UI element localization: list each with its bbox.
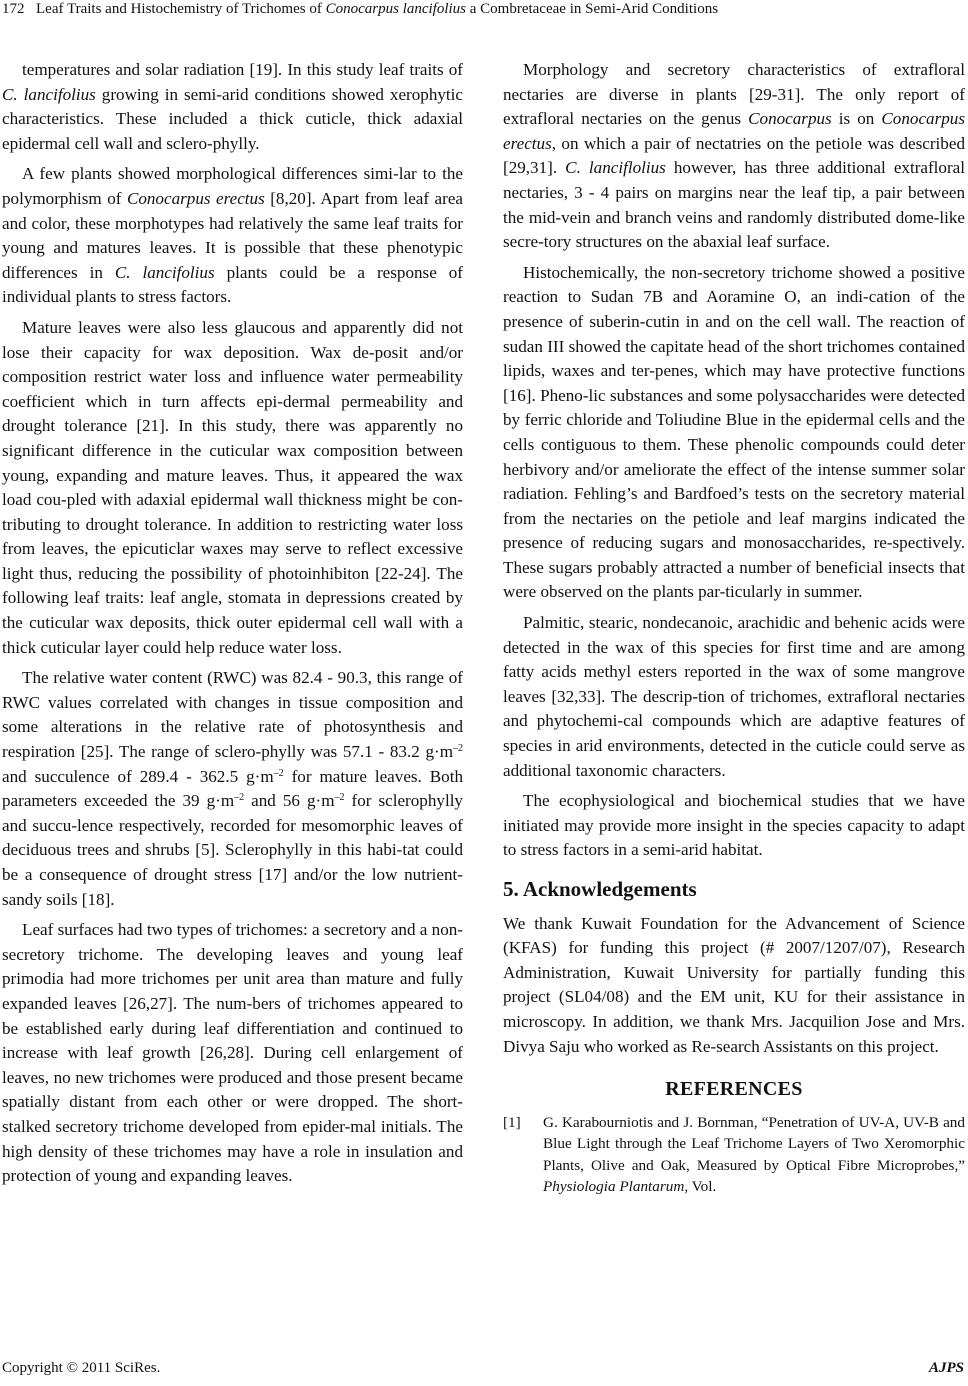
- paragraph: A few plants showed morphological differences simi-lar to the polymorphism of Conocarpus erectus [8,20]. Apart from leaf area and color, these morphotypes had relatively the same leaf traits for young and matures leaves. It is possible that these phenotypic differences in C. lancifolius plants could be a response of individual plants to stress factors.: [2, 164, 464, 307]
- section-heading: 5. Acknowledgements: [503, 877, 697, 901]
- page-footer: [0, 1360, 968, 1380]
- acknowledgements-text: We thank Kuwait Foundation for the Advancement of Science (KFAS) for funding this project (# 2007/1207/07), Research Administration, Kuwait University for partially funding this project (SL04/08) and the EM unit, KU for their assistance in microscopy. In addition, we thank Mrs. Jacquilion Jose and Mrs. Divya Saju who worked as Re-search Assistants on this project.: [503, 913, 965, 1056]
- paragraph: Leaf surfaces had two types of trichomes: a secretory and a non-secretory trichome. The developing leaves and young leaf primodia had more trichomes per unit area than mature and fully expanded leaves [26,27]. The num-bers of trichomes appeared to be established early during leaf differentiation and continued to increase with leaf growth [26,28]. During cell enlargement of leaves, no new trichomes were produced and those present became spatially distant from each other or were dropped. The short-stalked secretory trichome developed from epider-mal initials. The high density of these trichomes may have a role in insulation and protection of young and expanding leaves.: [2, 920, 463, 1186]
- paragraph: temperatures and solar radiation [19]. In this study leaf traits of C. lancifolius growing in semi-arid conditions showed xerophytic characteristics. These included a thick cuticle, thick adaxial epidermal cell wall and sclero-phylly.: [2, 60, 464, 153]
- reference-number: [1]: [503, 1113, 521, 1131]
- right-column: [503, 58, 965, 1198]
- page-number: 172: [2, 1, 25, 17]
- page-header: [0, 0, 968, 22]
- references-heading: REFERENCES: [665, 1078, 803, 1101]
- reference-item: [503, 1112, 965, 1198]
- paragraph: Mature leaves were also less glaucous and apparently did not lose their capacity for wax deposition. Wax de-posit and/or composition restrict water loss and influence water permeability coefficient which in turn affects epi-dermal permeability and drought tolerance [21]. In this study, there was apparently no significant difference in the cuticular wax composition between young, expanding and mature leaves. Thus, it appeared the wax load cou-pled with adaxial epidermal wall thickness might be con-tributing to drought tolerance. In addition to restricting water loss from leaves, the epicuticlar waxes may serve to reflect excessive light thus, reducing the possibility of photoinhibiton [22-24]. The following leaf traits: leaf angle, stomata in depressions created by the cuticular wax deposits, thick outer epidermal cell wall with a thick cuticular layer could help reduce water loss.: [2, 317, 463, 657]
- running-title: Leaf Traits and Histochemistry of Trichomes of Conocarpus lancifolius a Combretaceae in Semi-Arid Conditions: [36, 1, 719, 17]
- paragraph: Histochemically, the non-secretory trichome showed a positive reaction to Sudan 7B and Aoramine O, an indi-cation of the presence of suberin-cutin in and on the cell wall. The reaction of sudan III showed the capitate head of the short trichomes contained lipids, waxes and ter-penes, which may have protective functions [16]. Pheno-lic substances and some polysaccharides were detected by ferric chloride and Toliudine Blue in the epidermal cells and the cells contiguous to them. These phenolic compounds could deter herbivory and/or ameliorate the effect of the intense summer solar radiation. Fehling’s and Bardfoed’s tests on the secretory material from the nectaries on the petiole and leaf margins indicated the presence of reducing sugars and monosaccharides, re-spectively. These sugars probably attracted a number of beneficial insects that were observed on the plants par-ticularly in summer.: [503, 262, 965, 602]
- copyright-notice: Copyright © 2011 SciRes.: [2, 1360, 161, 1376]
- paragraph: The ecophysiological and biochemical studies that we have initiated may provide more insight in the species capacity to adapt to stress factors in a semi-arid habitat.: [503, 791, 965, 860]
- paragraph: The relative water content (RWC) was 82.4 - 90.3, this range of RWC values correlated with changes in tissue composition and some alterations in the relative rate of photosynthesis and respiration [25]. The range of sclero-phylly was 57.1 - 83.2 $g\cdot m^{-2}$ and succulence of 289.4 - 362.5 $g\cdot m^{-2}$ for mature leaves. Both parameters exceeded the 39 $g\cdot m^{-2}$ and 56 $g\cdot m^{-2}$ for sclerophylly and succu-lence respectively, recorded for mesomorphic leaves of deciduous trees and shrubs [5]. Sclerophylly in this habi-tat could be a consequence of drought stress [17] and/or the low nutrient-sandy soils [18].: [2, 668, 464, 909]
- journal-abbreviation: AJPS: [928, 1360, 964, 1376]
- reference-text: G. Karabourniotis and J. Bornman, “Penetration of UV-A, UV-B and Blue Light through the Leaf Trichome Layers of Two Xeromorphic Plants, Olive and Oak, Measured by Optical Fibre Microprobes,” Physiologia Plantarum, Vol.: [543, 1113, 965, 1196]
- paragraph: Morphology and secretory characteristics of extrafloral nectaries are diverse in plants [29-31]. The only report of extrafloral nectaries on the genus Conocarpus is on Conocarpus erectus, on which a pair of nectatries on the petiole was described [29,31]. C. lanciflolius however, has three additional extrafloral nectaries, 3 - 4 pairs on margins near the leaf tip, a pair between the mid-vein and branch veins and randomly distributed dome-like secre-tory structures on the abaxial leaf surface.: [503, 60, 965, 252]
- paragraph: Palmitic, stearic, nondecanoic, arachidic and behenic acids were detected in the wax of this species for first time and are among fatty acids methyl esters reported in the wax of some mangrove leaves [32,33]. The descrip-tion of trichomes, extrafloral nectaries and phytochemi-cal compounds which are adaptive features of species in arid environments, detected in the cuticle could serve as additional taxonomic characters.: [503, 613, 965, 780]
- left-column: [2, 58, 463, 1195]
